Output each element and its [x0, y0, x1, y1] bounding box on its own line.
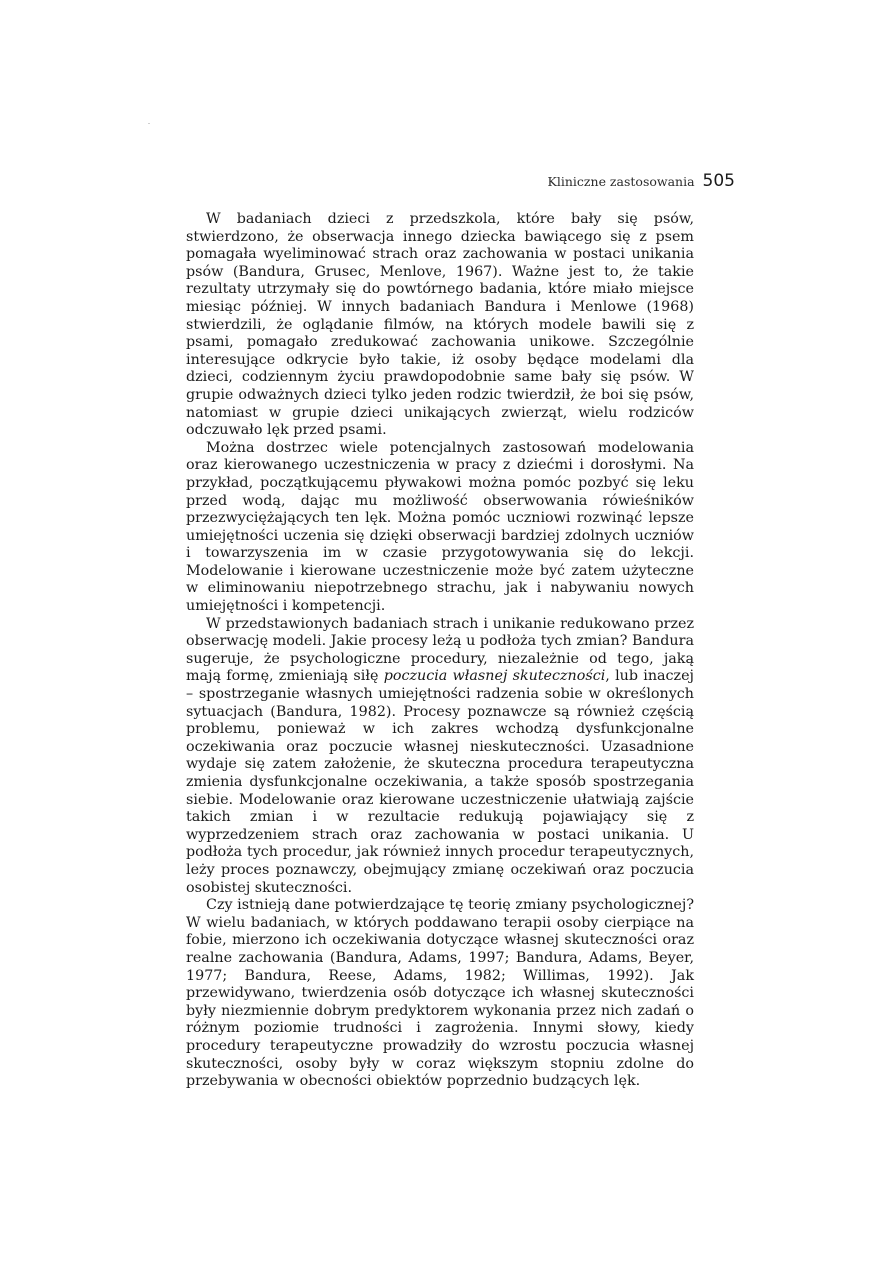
page-header [520, 171, 735, 195]
body-text [186, 211, 694, 1091]
paragraph-4: Czy istnieją dane potwierdzające tę teorię zmiany psychologicznej? W wielu badaniach, w których poddawano terapii osoby cierpiące na fobie, mierzono ich oczekiwania dotyczące własnej skuteczności oraz realne zachowania (Bandura, Adams, 1997; Bandura, Adams, Beyer, 1977; Bandura, Reese, Adams, 1982; Willimas, 1992). Jak przewidywano, twierdzenia osób dotyczące ich własnej skuteczności były niezmiennie dobrym predyktorem wykonania przez nich zadań o różnym poziomie trudności i zagrożenia. Innymi słowy, kiedy procedury terapeutyczne prowadziły do wzrostu poczucia własnej skuteczności, osoby były w coraz większym stopniu zdolne do przebywania w obecności obiektów poprzednio budzących lęk. [186, 897, 694, 1090]
paragraph-3-emphasis: poczucia własnej skuteczności [383, 668, 606, 685]
paragraph-2: Można dostrzec wiele potencjalnych zastosowań modelowania oraz kierowanego uczestniczenia w pracy z dziećmi i dorosłymi. Na przykład, początkującemu pływakowi można pomóc pozbyć się leku przed wodą, dając mu możliwość obserwowania rówieśników przezwyciężających ten lęk. Można pomóc uczniowi rozwinąć lepsze umiejętności uczenia się dzięki obserwacji bardziej zdolnych uczniów i towarzyszenia im w czasie przygotowywania się do lekcji. Modelowanie i kierowane uczestniczenie może być zatem użyteczne w eliminowaniu niepotrzebnego strachu, jak i nabywaniu nowych umiejętności i kompetencji. [186, 439, 694, 615]
running-title: Kliniczne zastosowania [547, 174, 695, 189]
page-number: 505 [702, 171, 735, 191]
paragraph-1: W badaniach dzieci z przedszkola, które bały się psów, stwierdzono, że obserwacja innego dziecka bawiącego się z psem pomagała wyeliminować strach oraz zachowania w postaci unikania psów (Bandura, Grusec, Menlove, 1967). Ważne jest to, że takie rezultaty utrzymały się do powtórnego badania, które miało miejsce miesiąc później. W innych badaniach Bandura i Menlowe (1968) stwierdzili, że oglądanie filmów, na których modele bawili się z psami, pomagało zredukować zachowania unikowe. Szczególnie interesujące odkrycie było takie, iż osoby będące modelami dla dzieci, codziennym życiu prawdopodobnie same bały się psów. W grupie odważnych dzieci tylko jeden rodzic twierdził, że boi się psów, natomiast w grupie dzieci unikających zwierząt, wielu rodziców odczuwało lęk przed psami. [186, 211, 694, 439]
paragraph-3-text-before: W przedstawionych badaniach strach i unikanie redukowano przez obserwację modeli. Jakie procesy leżą u podłoża tych zmian? Bandura sugeruje, że psychologiczne procedury, niezależnie od tego, jaką mają formę, zmieniają siłę [186, 615, 694, 685]
scan-speck [148, 123, 150, 124]
paragraph-3 [186, 616, 694, 898]
paragraph-3-text-after: , lub inaczej – spostrzeganie własnych umiejętności radzenia sobie w określonych sytuacjach (Bandura, 1982). Procesy poznawcze są również częścią problemu, ponieważ w ich zakres wchodzą dysfunkcjonalne oczekiwania oraz poczucie własnej nieskuteczności. Uzasadnione wydaje się zatem założenie, że skuteczna procedura terapeutyczna zmienia dysfunkcjonalne oczekiwania, a także sposób spostrzegania siebie. Modelowanie oraz kierowane uczestniczenie ułatwiają zajście takich zmian i w rezultacie redukują pojawiający się z wyprzedzeniem strach oraz zachowania w postaci unikania. U podłoża tych procedur, jak również innych procedur terapeutycznych, leży proces poznawczy, obejmujący zmianę oczekiwań oraz poczucia osobistej skuteczności. [186, 668, 694, 896]
